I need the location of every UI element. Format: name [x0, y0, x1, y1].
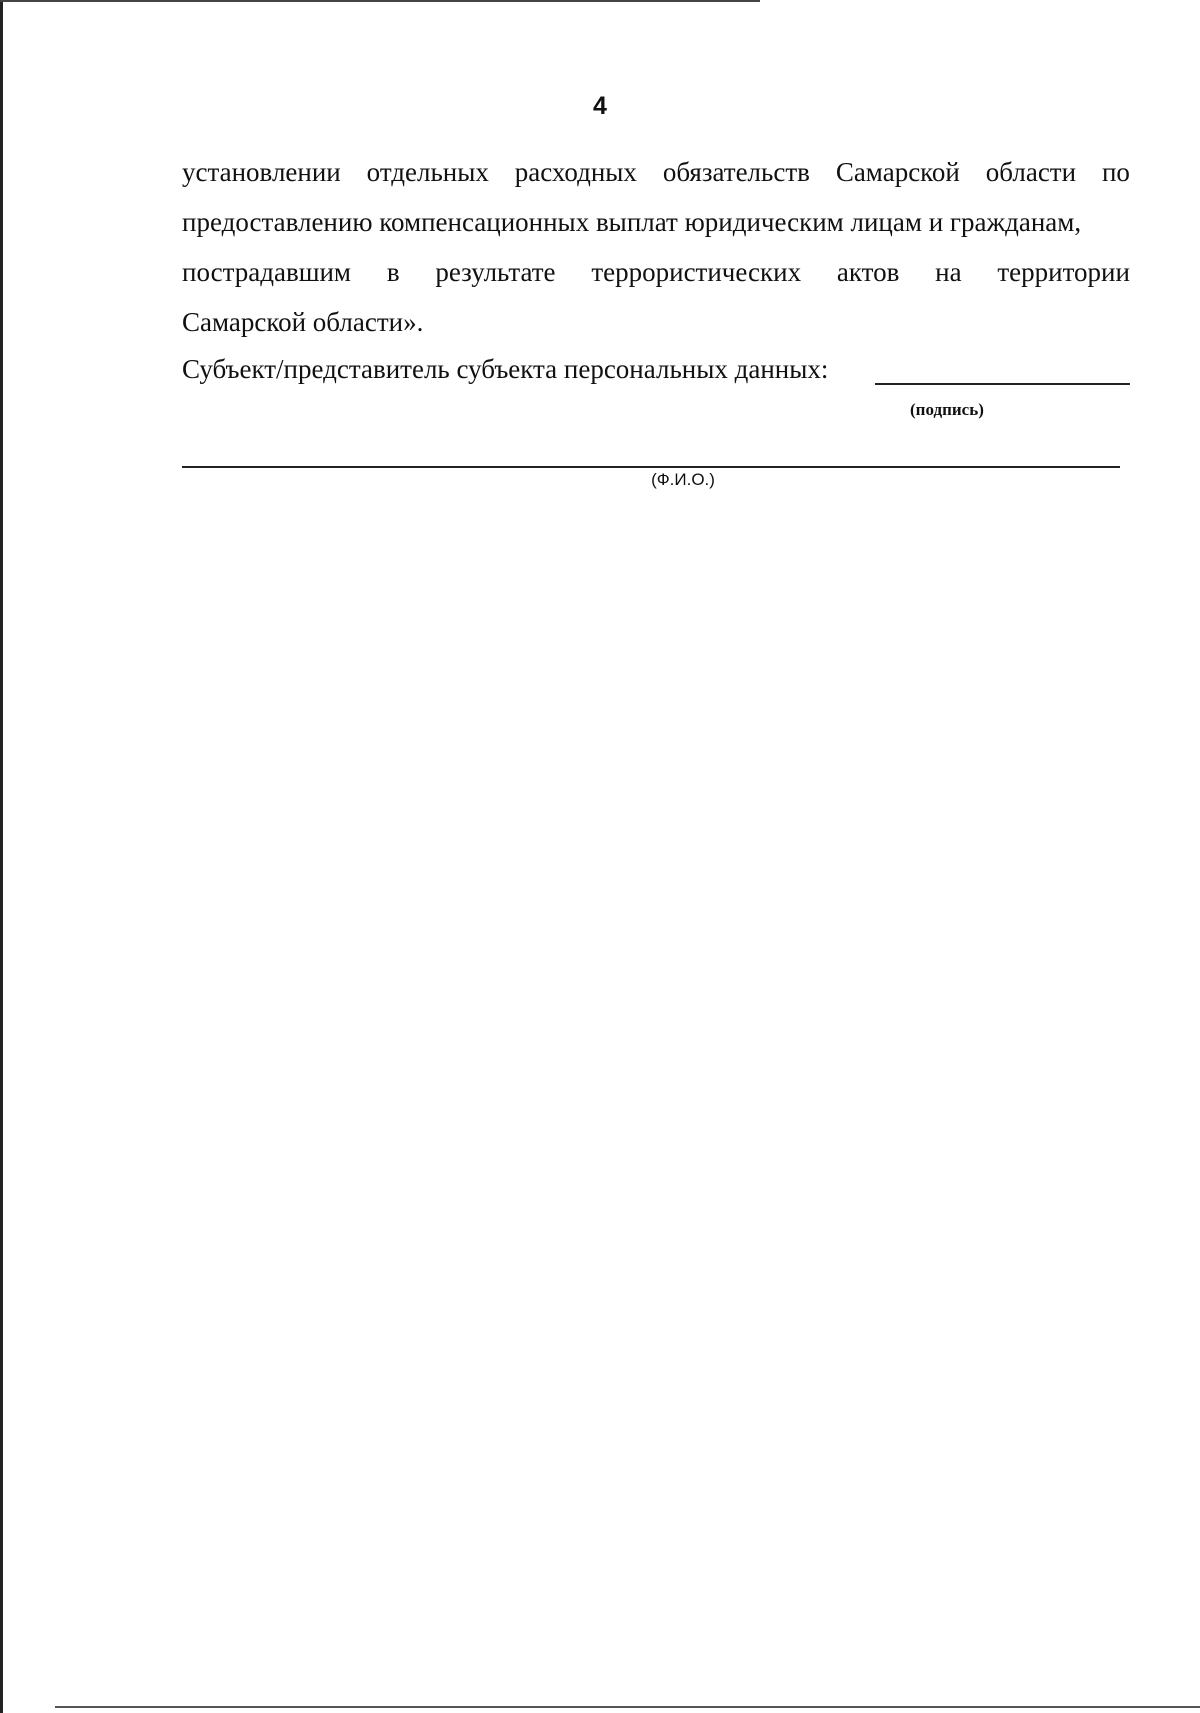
word: по — [1101, 157, 1130, 187]
scan-edge-bottom — [55, 1706, 1200, 1708]
word: актов — [836, 257, 900, 287]
paragraph-line-4: Самарской области». — [182, 307, 424, 337]
word: отдельных — [366, 157, 489, 187]
signature-line — [875, 383, 1130, 385]
word: территории — [997, 257, 1130, 287]
fio-line — [182, 466, 1120, 468]
word: установлении — [182, 157, 341, 187]
fio-caption-text: (Ф.И.О.) — [651, 470, 715, 489]
word: обязательств — [662, 157, 810, 187]
paragraph-line-1 — [182, 155, 1130, 189]
word: Самарской — [835, 157, 960, 187]
word: пострадавшим — [182, 257, 352, 287]
word: области — [985, 157, 1077, 187]
signature-caption: (подпись) — [910, 400, 984, 419]
word: на — [935, 257, 962, 287]
subject-label: Субъект/представитель субъекта персональных данных: — [182, 354, 829, 384]
word: террористических — [591, 257, 802, 287]
scan-edge-top — [0, 0, 760, 2]
paragraph-line-3 — [182, 255, 1130, 289]
word: в — [386, 257, 400, 287]
scan-edge-left — [0, 0, 3, 1713]
page-number-text: 4 — [593, 92, 607, 120]
word: результате — [435, 257, 556, 287]
word: расходных — [514, 157, 637, 187]
paragraph-line-2: предоставлению компенсационных выплат юридическим лицам и гражданам, — [182, 207, 1082, 237]
